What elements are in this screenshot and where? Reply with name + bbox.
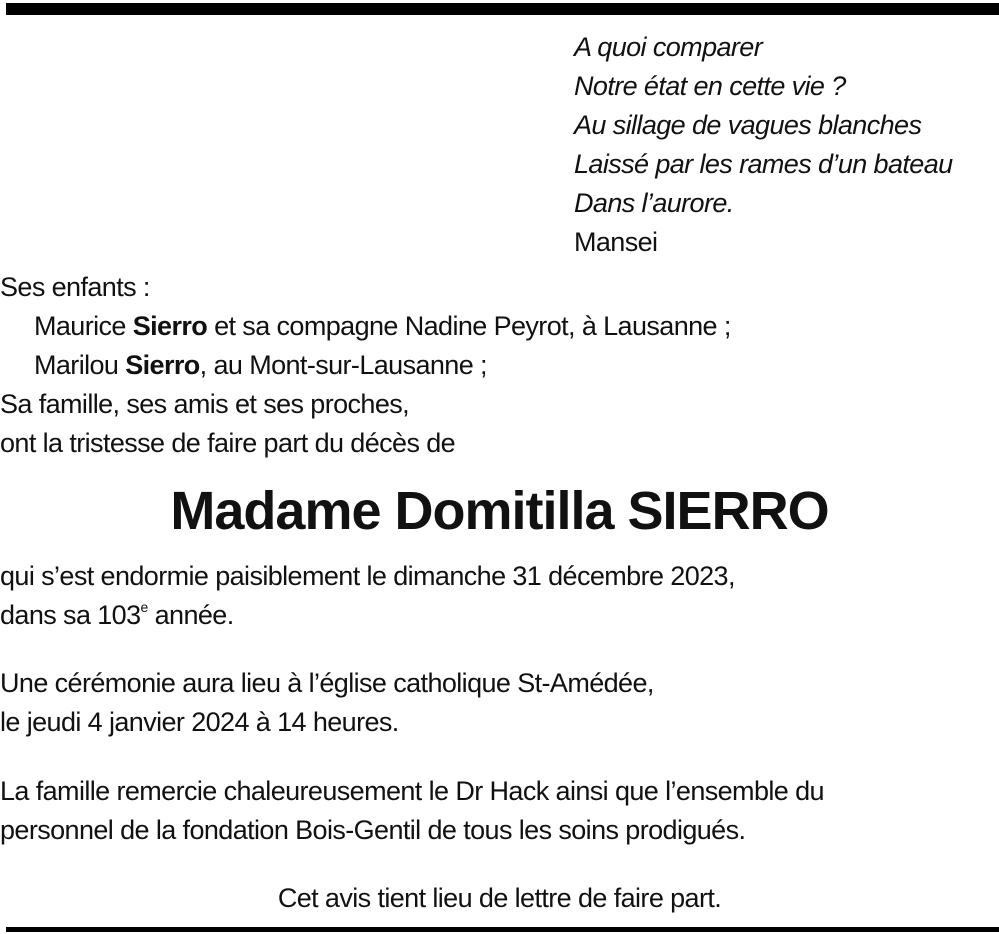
child-entry <box>0 346 731 385</box>
bottom-rule <box>6 927 999 932</box>
thanks-line: personnel de la fondation Bois-Gentil de tous les soins prodigués. <box>0 815 746 845</box>
poem-author: Mansei <box>574 227 658 257</box>
poem-line: Au sillage de vagues blanches <box>574 110 922 140</box>
age-prefix: dans sa 103 <box>0 600 141 630</box>
announcement: ont la tristesse de faire part du décès de <box>0 428 456 458</box>
ordinal-suffix: e <box>140 599 148 615</box>
child-surname: Sierro <box>125 350 200 380</box>
poem-line: Dans l’aurore. <box>574 188 734 218</box>
death-details <box>0 557 735 635</box>
death-date-line: qui s’est endormie paisiblement le dimanche 31 décembre 2023, <box>0 561 735 591</box>
ceremony-place: Une cérémonie aura lieu à l’église catholique St-Amédée, <box>0 668 654 698</box>
age-suffix: année. <box>147 600 234 630</box>
family-others: Sa famille, ses amis et ses proches, <box>0 389 410 419</box>
poem <box>574 28 953 262</box>
deceased-name: Madame Domitilla SIERRO <box>170 481 829 541</box>
thanks-paragraph <box>0 772 824 850</box>
child-first-name: Maurice <box>34 311 126 341</box>
child-surname: Sierro <box>132 311 208 341</box>
children-intro: Ses enfants : <box>0 272 150 302</box>
poem-line: Laissé par les rames d’un bateau <box>574 149 953 179</box>
poem-line: A quoi comparer <box>574 32 763 62</box>
child-details: et sa compagne Nadine Peyrot, à Lausanne ; <box>207 311 731 341</box>
family-block <box>0 268 731 463</box>
age-line <box>0 596 735 635</box>
child-entry <box>0 307 731 346</box>
thanks-line: La famille remercie chaleureusement le Dr Hack ainsi que l’ensemble du <box>0 776 824 806</box>
ceremony-date: le jeudi 4 janvier 2024 à 14 heures. <box>0 707 399 737</box>
child-first-name: Marilou <box>34 350 119 380</box>
top-rule <box>6 3 999 15</box>
child-details: , au Mont-sur-Lausanne ; <box>199 350 487 380</box>
closing-note: Cet avis tient lieu de lettre de faire part. <box>277 883 722 913</box>
poem-line: Notre état en cette vie ? <box>574 71 846 101</box>
ceremony-details <box>0 664 654 742</box>
